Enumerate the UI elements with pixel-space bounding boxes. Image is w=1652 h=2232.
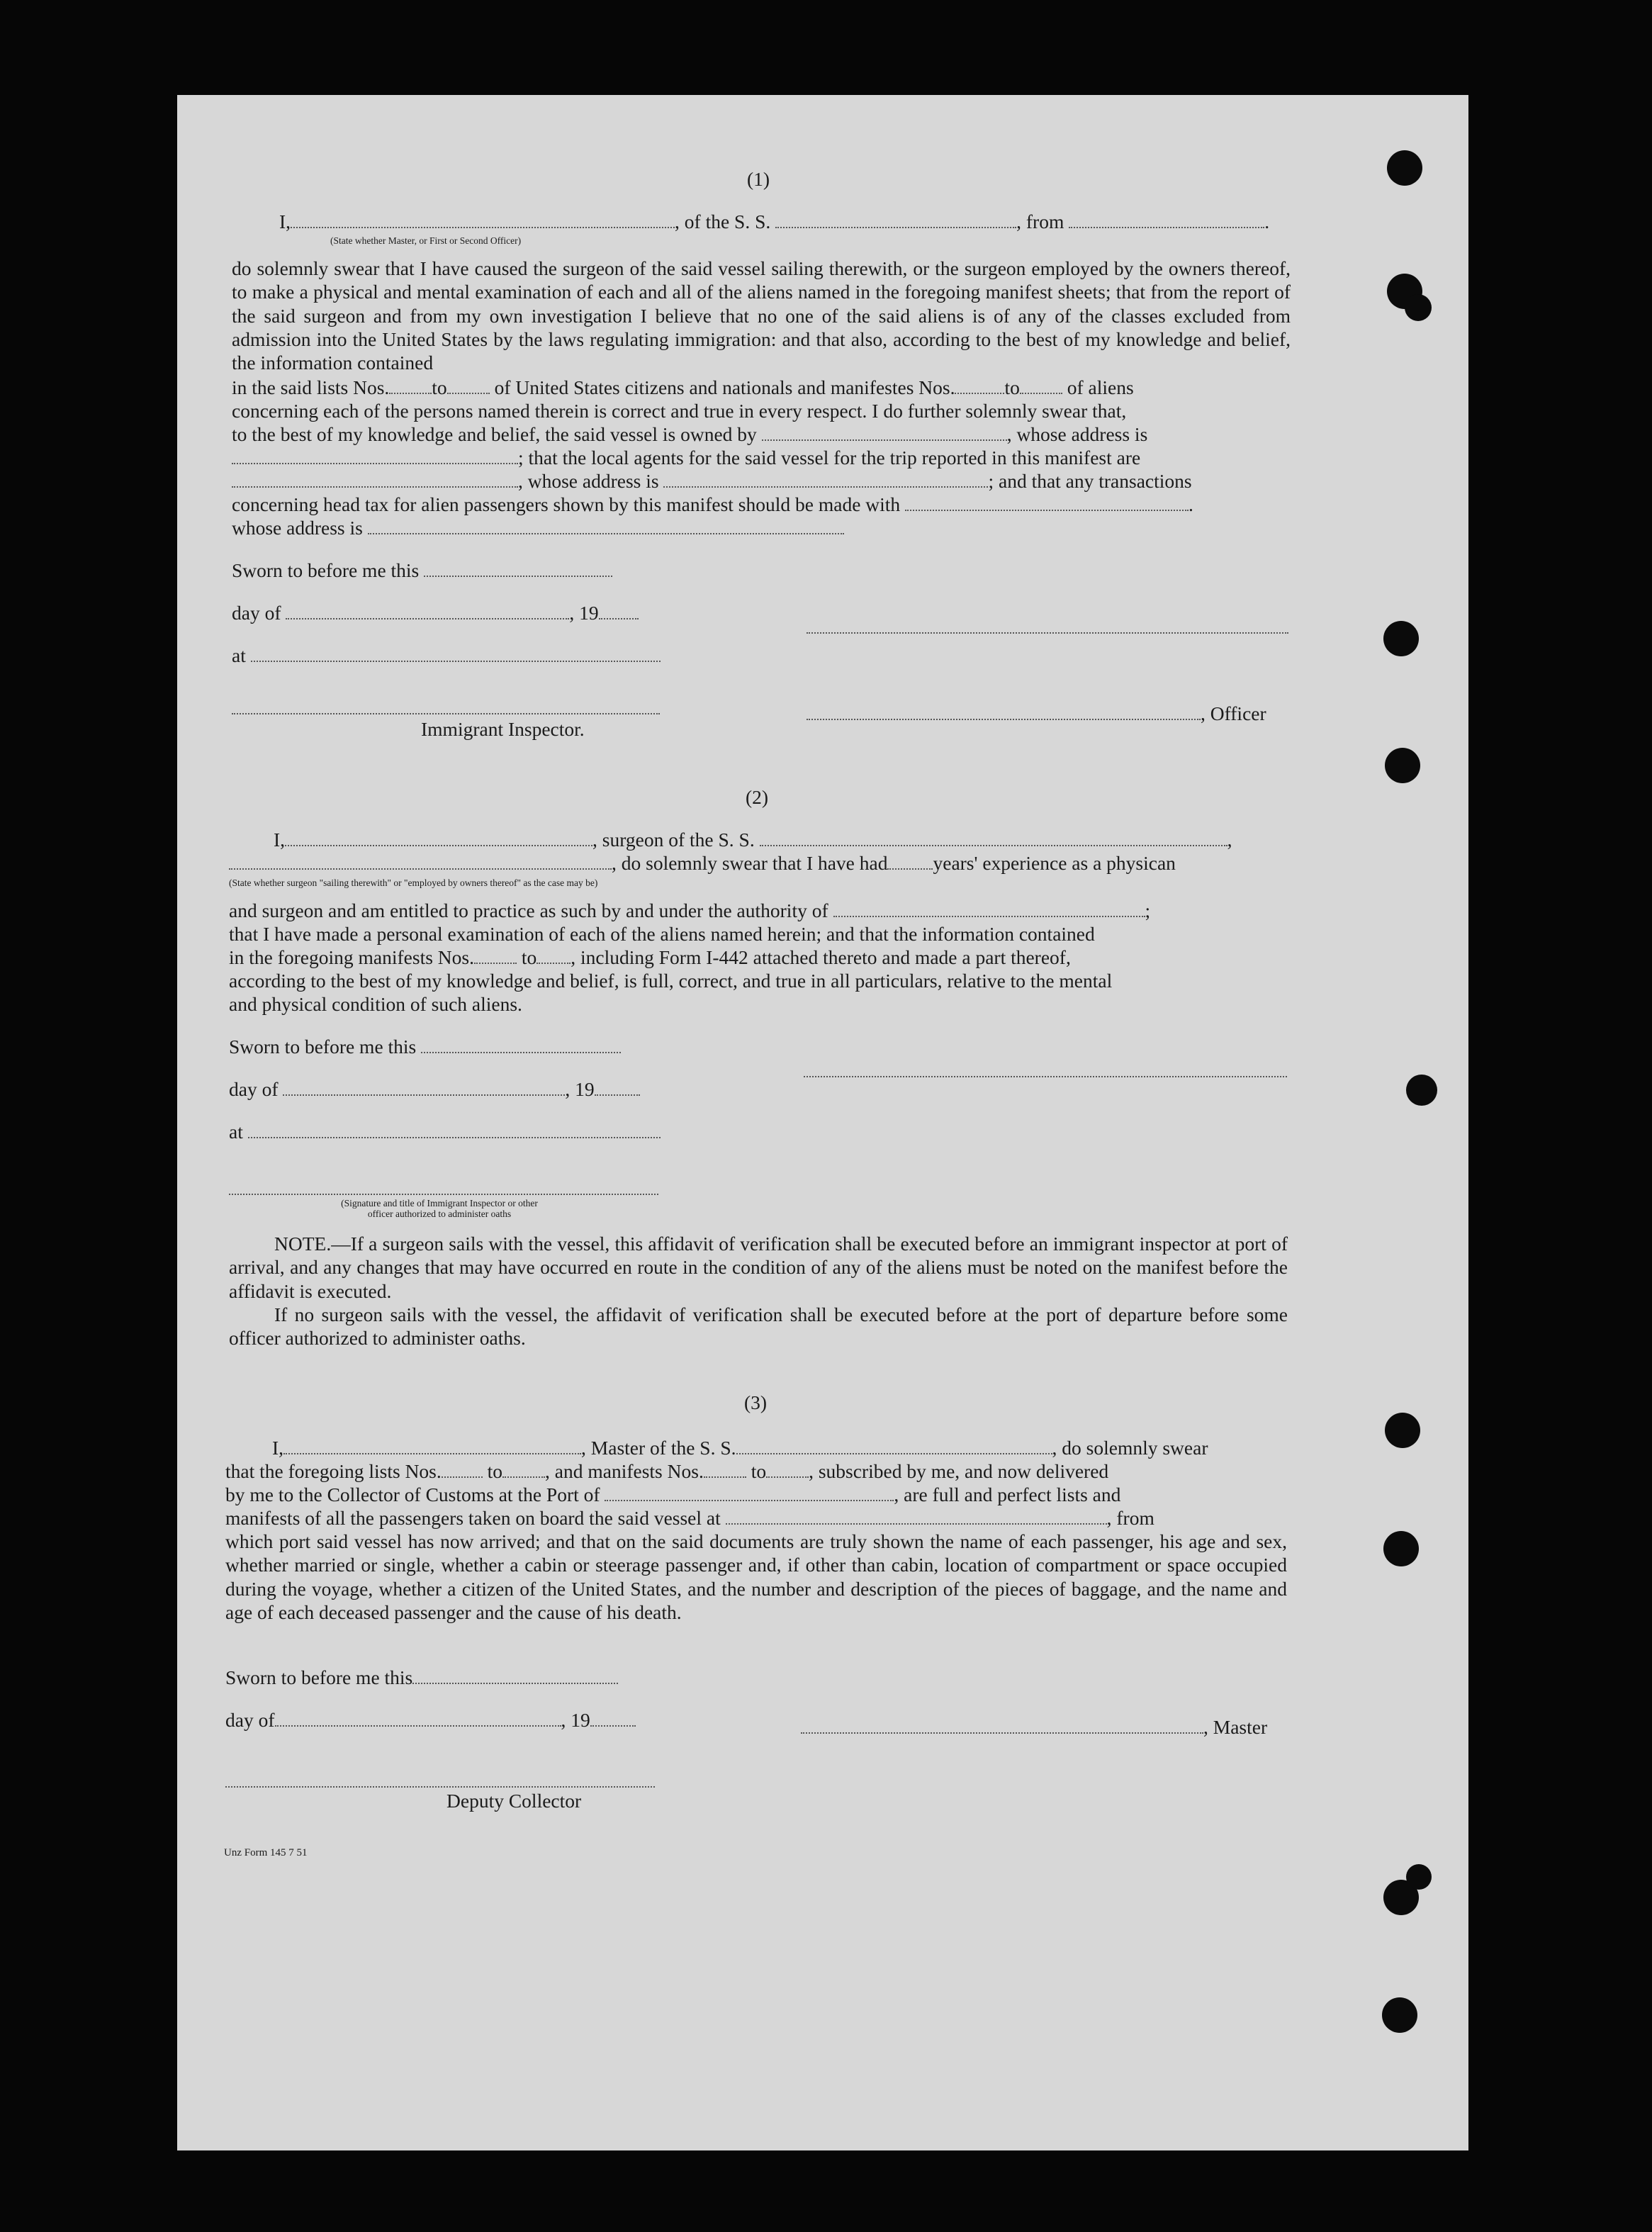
deputy-label: Deputy Collector	[446, 1790, 582, 1812]
lists-to-field[interactable]	[502, 1461, 545, 1478]
agents-line: ; that the local agents for the said vessel for the trip reported in this manifest are	[232, 446, 1140, 469]
surgeon-name-field[interactable]	[285, 829, 592, 846]
section-number: (2)	[746, 786, 769, 808]
lists-from-field[interactable]	[389, 377, 432, 394]
exam-line: that I have made a personal examination of each of the aliens named herein; and that the information contained	[229, 923, 1095, 945]
punch-hole	[1385, 748, 1420, 783]
declarant-line: I, , of the S. S. , from .	[279, 211, 1270, 232]
owned-line: to the best of my knowledge and belief, the said vessel is owned by , whose address is	[232, 423, 1148, 445]
boarding-line: manifests of all the passengers taken on board the said vessel at , from	[225, 1507, 1154, 1529]
collector-line: by me to the Collector of Customs at the Port of , are full and perfect lists and	[225, 1484, 1121, 1505]
year-field[interactable]	[599, 602, 639, 619]
manifests-from-field[interactable]	[704, 1461, 746, 1478]
manifests-to-field[interactable]	[766, 1461, 809, 1478]
at-place-field[interactable]	[248, 1121, 661, 1138]
agents-field[interactable]	[232, 471, 518, 488]
physical-line: and physical condition of such aliens.	[229, 993, 522, 1015]
master-note: (State whether Master, or First or Second Officer)	[330, 235, 522, 246]
master-line: I, , Master of the S. S. , do solemnly swear	[272, 1437, 1208, 1459]
officer-signature-line-upper[interactable]	[807, 632, 1288, 634]
officer-line: , Officer	[807, 702, 1266, 725]
headtax-address-field[interactable]	[368, 517, 844, 534]
punch-hole	[1406, 1075, 1437, 1106]
years-field[interactable]	[887, 853, 933, 870]
master-signature-field[interactable]	[801, 1717, 1203, 1734]
manifests-line: in the foregoing manifests Nos. to , including Form I-442 attached thereto and made a part thereof,	[229, 946, 1071, 968]
manifests-from-field[interactable]	[955, 377, 1004, 394]
vessel-name-field[interactable]	[736, 1437, 1052, 1454]
at-line: at	[229, 1120, 661, 1143]
surgeon-type-field[interactable]	[229, 853, 612, 870]
label-from: , from	[1016, 211, 1064, 232]
sworn-date-field[interactable]	[412, 1667, 618, 1684]
note-paragraph: NOTE.—If a surgeon sails with the vessel, this affidavit of verification shall be executed before an immigrant inspector at port of arrival, and any changes that may have occurred en route in the condition of any of the aliens must be noted on the manifest before the affidavit is executed.	[229, 1233, 1288, 1302]
surgeon-signature-line[interactable]	[804, 1076, 1287, 1077]
headtax-address-line: whose address is	[232, 516, 844, 539]
punch-hole	[1385, 1413, 1420, 1448]
authority-field[interactable]	[833, 900, 1145, 917]
officer-signature-field[interactable]	[807, 703, 1201, 720]
origin-port-field[interactable]	[1069, 211, 1264, 228]
port-field[interactable]	[605, 1484, 894, 1501]
owner-address-field[interactable]	[232, 447, 518, 464]
punch-hole	[1406, 1864, 1432, 1890]
surgeon-manifest-to-field[interactable]	[536, 947, 571, 964]
concerning-line: concerning each of the persons named therein is correct and true in every respect. I do further solemnly swear that,	[232, 400, 1127, 422]
year-field[interactable]	[590, 1710, 636, 1727]
lists-line: in the said lists Nos. to of United States citizens and nationals and manifestes Nos. to of aliens	[232, 376, 1134, 398]
inspector-signature-line[interactable]	[229, 1194, 658, 1195]
section3-body: which port said vessel has now arrived; and that on the said documents are truly shown the name of each passenger, his age and sex, whether married or single, whether a cabin or steerage passenger and, if other than cabin, location of compartment or space occupied during the voyage, whether a citizen of the United States, and the number and description of the pieces of baggage, and the name and age of each deceased passenger and the cause of his death.	[225, 1530, 1287, 1623]
sworn-line: Sworn to before me this	[225, 1666, 618, 1689]
surgeon-line: I, , surgeon of the S. S. ,	[274, 829, 1232, 851]
at-place-field[interactable]	[251, 645, 661, 662]
boarding-port-field[interactable]	[726, 1508, 1107, 1525]
day-line: day of , 19	[232, 601, 639, 624]
master-name-field[interactable]	[283, 1437, 581, 1454]
day-month-field[interactable]	[286, 602, 569, 619]
punch-hole	[1383, 621, 1419, 656]
surgeon-manifest-from-field[interactable]	[474, 947, 517, 964]
punch-hole	[1383, 1531, 1419, 1566]
agents-address-line: , whose address is ; and that any transactions	[232, 469, 1192, 493]
day-month-field[interactable]	[283, 1079, 565, 1096]
label-of-ss: , of the S. S.	[675, 211, 771, 232]
inspector-signature-line[interactable]	[232, 713, 660, 714]
day-line: day of , 19	[225, 1708, 636, 1732]
manifests-to-field[interactable]	[1020, 377, 1062, 394]
section-number: (3)	[744, 1391, 768, 1413]
master-signature-line: , Master	[801, 1715, 1267, 1739]
section1-body: do solemnly swear that I have caused the surgeon of the said vessel sailing therewith, or the surgeon employed by the owners thereof, to make a physical and mental examination of each and all of the aliens named in the foregoing manifest sheets; that from the report of the said surgeon and from my own investigation I believe that no one of the said aliens is of any of the classes excluded from admission into the United States by the laws regulating immigration: and that also, according to the best of my knowledge and belief, the information contained	[232, 257, 1291, 374]
sworn-line: Sworn to before me this	[229, 1035, 621, 1058]
practice-line: and surgeon and am entitled to practice as such by and under the authority of ;	[229, 899, 1151, 921]
note-paragraph-2: If no surgeon sails with the vessel, the affidavit of verification shall be executed before at the port of departure before some officer authorized to administer oaths.	[229, 1303, 1288, 1350]
punch-hole	[1387, 150, 1422, 186]
surgeon-vessel-field[interactable]	[760, 829, 1227, 846]
best-line: according to the best of my knowledge and belief, is full, correct, and true in all particulars, relative to the mental	[229, 970, 1113, 992]
sworn-line: Sworn to before me this	[232, 559, 612, 582]
headtax-line: concerning head tax for alien passengers shown by this manifest should be made with .	[232, 493, 1193, 515]
vessel-name-field[interactable]	[775, 211, 1016, 228]
deputy-signature-line[interactable]	[225, 1786, 655, 1788]
year-field[interactable]	[595, 1079, 640, 1096]
inspector-label: Immigrant Inspector.	[421, 718, 585, 740]
label-i: I,	[279, 211, 291, 232]
form-number: Unz Form 145 7 51	[224, 1847, 308, 1858]
experience-line: , do solemnly swear that I have had years' experience as a physican	[229, 851, 1176, 875]
owner-field[interactable]	[762, 424, 1007, 441]
lists-to-field[interactable]	[447, 377, 490, 394]
sworn-date-field[interactable]	[424, 560, 612, 577]
punch-hole	[1405, 294, 1432, 321]
headtax-party-field[interactable]	[905, 494, 1189, 511]
day-month-field[interactable]	[275, 1710, 561, 1727]
signature-note: (Signature and title of Immigrant Inspector or other officer authorized to administer oaths	[341, 1198, 538, 1219]
section-number: (1)	[747, 168, 770, 190]
lists-from-field[interactable]	[442, 1461, 483, 1478]
lists-line: that the foregoing lists Nos. to , and manifests Nos. to , subscribed by me, and now delivered	[225, 1460, 1109, 1482]
sworn-date-field[interactable]	[421, 1036, 621, 1053]
day-line: day of , 19	[229, 1077, 640, 1101]
surgeon-note: (State whether surgeon "sailing therewith" or "employed by owners thereof" as the case may be)	[229, 877, 598, 888]
punch-hole	[1382, 1997, 1417, 2033]
agents-address-field[interactable]	[663, 471, 988, 488]
master-name-field[interactable]	[291, 211, 675, 228]
at-line: at	[232, 644, 661, 667]
